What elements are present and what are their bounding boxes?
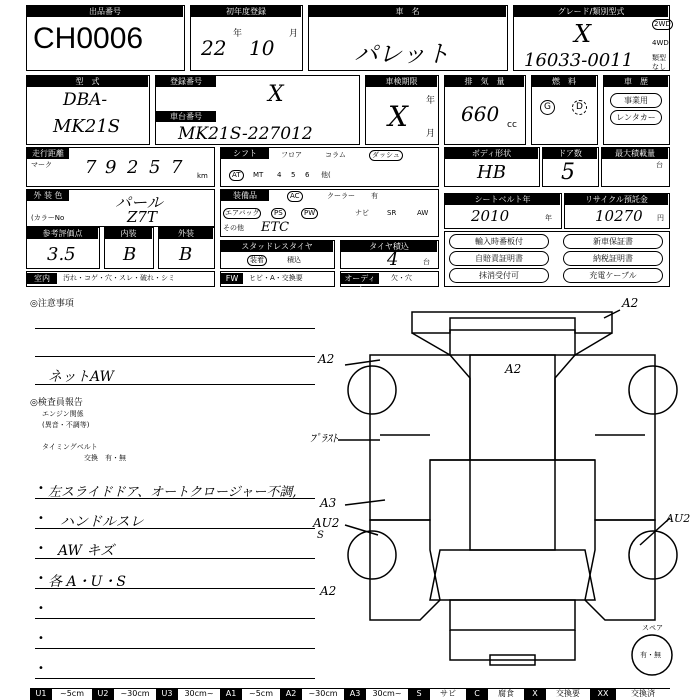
inspector-line (35, 618, 315, 619)
equipment-label: 装備品 (221, 190, 269, 201)
interior-grade: B (123, 244, 137, 265)
recycle-box (564, 193, 670, 229)
doc-import-plate: 輸入時番板付 (449, 234, 549, 249)
notes-title: ◎注意事項 (30, 299, 74, 309)
note-text: ネットAW (48, 369, 114, 385)
inspection-box (365, 75, 439, 145)
seatbelt-label: シートベルト年 (445, 194, 560, 205)
leader-line (345, 500, 385, 505)
shift-column: コラム (325, 151, 346, 159)
legend-value: ~30cm (308, 689, 338, 698)
legend-key: U2 (92, 688, 114, 700)
no-category: 類型なし (652, 54, 666, 71)
max-load-box (601, 147, 670, 187)
note-line (35, 356, 315, 357)
exterior-box (158, 227, 215, 269)
wd4: 4WD (652, 39, 669, 47)
wheel-front-right (629, 366, 677, 414)
chassis-label: 車台番号 (156, 111, 216, 122)
history-box (603, 75, 670, 145)
damage-mark: S (317, 530, 324, 541)
doors-label: ドア数 (543, 148, 597, 159)
damage-mark: ﾌﾟﾗｽﾄ (310, 432, 338, 445)
grade-box (513, 5, 670, 71)
shift-5: 5 (291, 171, 296, 179)
bullet: • (38, 513, 44, 524)
timing-belt-sub: 交換 有・無 (84, 454, 126, 462)
legend-value: 30cm~ (184, 689, 214, 698)
first-reg-year: 22 (201, 36, 227, 60)
leader-line (345, 525, 378, 535)
inspection: X (388, 100, 408, 133)
bullet: • (38, 543, 44, 554)
hood (450, 330, 575, 355)
first-reg-month: 10 (249, 36, 275, 60)
rear-bumper (450, 600, 575, 630)
mileage-digits (85, 157, 191, 178)
doc-tax: 納税証明書 (563, 251, 663, 266)
shift-box (220, 147, 439, 187)
wd2: 2WD (654, 20, 671, 28)
equip-ac: AC (287, 191, 303, 202)
reg-no: X (268, 82, 284, 107)
mileage-box (26, 147, 215, 187)
legend-key: A3 (344, 688, 366, 700)
mileage-mark: マーク (31, 161, 52, 169)
docs-box (444, 231, 670, 287)
equip-ps: PS (271, 208, 286, 219)
equip-airbag: エアバッグ (225, 209, 260, 217)
legend-value: 腐食 (498, 689, 514, 698)
model-box (26, 75, 150, 145)
fuel-g: G (540, 100, 555, 115)
seatbelt-box (444, 193, 562, 229)
fw-label: FW (221, 273, 243, 284)
interior-label: 内装 (105, 228, 152, 239)
inspector-note: 各 A・U・S (48, 574, 126, 590)
equip-aw: AW (417, 209, 429, 217)
exterior-grade: B (179, 244, 193, 265)
audio-box (340, 271, 439, 294)
recycle-fee: 10270 (595, 207, 643, 225)
doc-warranty: 新車保証書 (563, 234, 663, 249)
equip-sr: SR (387, 209, 397, 217)
tire-unit: 台 (423, 258, 430, 266)
engine-sub: (異音・不調等) (42, 421, 90, 429)
studless-loaded: 積込 (287, 256, 301, 264)
body-type-box (444, 147, 540, 187)
color-label: 外 装 色 (27, 190, 69, 201)
equip-other: ETC (261, 220, 290, 235)
grade: X (574, 20, 592, 48)
inspector-line (35, 678, 315, 679)
equip-cooler: クーラー (327, 192, 355, 200)
legend-key: X (524, 688, 546, 700)
timing-belt-label: タイミングベルト (42, 443, 98, 451)
shift-6: 6 (305, 171, 310, 179)
mileage-digit: 7 (85, 157, 97, 178)
legend-value: 交換済 (631, 689, 655, 698)
car-name-label: 車 名 (309, 6, 506, 17)
legend-value: 交換要 (556, 689, 580, 698)
lot-number-box (26, 5, 185, 71)
shift-at: AT (229, 170, 244, 181)
inspection-year-unit: 年 (426, 96, 436, 106)
recycle-label: リサイクル預託金 (565, 194, 668, 205)
inspector-line (35, 648, 315, 649)
seatbelt-year-unit: 年 (545, 214, 552, 222)
damage-mark: A2 (505, 362, 522, 376)
shift-mt: MT (253, 171, 264, 179)
cabin-options: 汚れ・コゲ・穴・スレ・破れ・シミ (63, 274, 175, 282)
interior-box (104, 227, 154, 269)
audio-options: 欠・穴 (391, 274, 412, 282)
body-type: HB (477, 162, 506, 183)
cc-unit: cc (507, 120, 517, 130)
roof-outline (412, 312, 612, 333)
engine-label: エンジン関係 (42, 410, 84, 418)
doc-charging-cable: 充電ケーブル (563, 268, 663, 283)
reg-label: 登録番号 (156, 76, 216, 87)
first-reg-label: 初年度登録 (191, 6, 301, 17)
right-lower (585, 520, 655, 620)
car-name: パレット (354, 40, 450, 68)
bullet: • (38, 663, 44, 674)
legend-key: S (408, 688, 430, 700)
fuel-d: D (572, 100, 587, 115)
legend-value: ~5cm (249, 689, 273, 698)
audio-label: オーディオ (341, 273, 379, 284)
studless-mounted: 装着 (247, 255, 267, 266)
wheel-front-left (348, 366, 396, 414)
reg-box (155, 75, 360, 145)
damage-mark: A2 (318, 352, 335, 366)
roof (470, 460, 555, 550)
shift-dash: ダッシュ (369, 150, 403, 161)
mileage-digit: 5 (149, 157, 161, 178)
rear-plate (490, 655, 535, 665)
history-business: 事業用 (610, 93, 662, 108)
fw-box (220, 271, 335, 287)
chassis: MK21S-227012 (178, 124, 313, 144)
shift-label: シフト (221, 148, 269, 159)
legend-value: サビ (440, 689, 456, 698)
equip-present: 有 (371, 192, 378, 200)
inspector-note: AW キズ (58, 543, 115, 559)
color: パール (115, 193, 163, 212)
lot-number-label: 出品番号 (27, 6, 183, 17)
wheel-rear-left (348, 531, 396, 579)
studless-box (220, 240, 335, 269)
km-unit: km (197, 172, 208, 180)
fuel-box (531, 75, 598, 145)
wheel-rear-right (629, 531, 677, 579)
score: 3.5 (47, 244, 76, 265)
damage-mark: A2 (320, 584, 337, 598)
grade-label: グレード/類別型式 (514, 6, 668, 17)
max-load-label: 最大積載量 (602, 148, 668, 159)
bullet: • (38, 483, 44, 494)
hood-line (412, 333, 450, 355)
spare-options: 有・無 (640, 651, 661, 659)
body-type-label: ボディ形状 (445, 148, 538, 159)
bullet: • (38, 633, 44, 644)
color-box (26, 189, 215, 227)
legend-key: A2 (280, 688, 302, 700)
first-reg-box (190, 5, 303, 71)
mileage-label: 走行距離 (27, 148, 69, 159)
inspector-title: ◎検査員報告 (30, 398, 83, 408)
color-no-label: (カラーNo (31, 214, 65, 222)
exterior-label: 外装 (159, 228, 213, 239)
legend-value: 30cm~ (372, 689, 402, 698)
doc-deregistration: 抹消受付可 (449, 268, 549, 283)
equipment-box (220, 189, 439, 237)
legend-key: U1 (30, 688, 52, 700)
legend-key: C (466, 688, 488, 700)
year-unit: 年 (233, 29, 243, 39)
inspector-note: ハンドルスレ (60, 514, 144, 530)
legend-key: XX (590, 688, 616, 700)
equip-other-label: その他 (223, 224, 244, 232)
legend-value: ~30cm (120, 689, 150, 698)
hood-line (575, 333, 612, 355)
mileage-digit: 9 (105, 157, 117, 178)
leader-line (604, 310, 620, 318)
tire-count: 4 (387, 249, 399, 270)
bullet: • (38, 573, 44, 584)
cabin-label: 室内 (27, 273, 57, 284)
seatbelt-year: 2010 (471, 207, 510, 225)
shift-4: 4 (277, 171, 282, 179)
month-unit: 月 (289, 29, 299, 39)
legend-key: A1 (220, 688, 242, 700)
mileage-digit: 2 (127, 157, 139, 178)
history-rental: レンタカー (610, 110, 662, 125)
cabin-box (26, 271, 215, 287)
doors: 5 (561, 160, 575, 185)
model-label: 型 式 (27, 76, 148, 87)
car-name-box (308, 5, 508, 71)
history-label: 車 歴 (604, 76, 668, 87)
left-side (370, 355, 470, 520)
left-lower (370, 520, 440, 620)
damage-mark: A3 (320, 496, 337, 510)
spare-label: スペア (642, 624, 663, 632)
tire-box (340, 240, 439, 269)
leader-line (345, 360, 380, 365)
inspection-label: 車検期限 (366, 76, 437, 87)
lot-number: CH0006 (33, 22, 144, 55)
damage-mark: AU2 (313, 516, 340, 530)
damage-mark: AU2 (666, 512, 691, 525)
max-load-unit: 台 (656, 161, 663, 169)
legend-value: ~5cm (60, 689, 84, 698)
bullet: • (38, 603, 44, 614)
score-box (26, 227, 100, 269)
doors-box (542, 147, 599, 187)
recycle-yen: 円 (657, 214, 664, 222)
displacement-box (444, 75, 526, 145)
model-prefix: DBA- (63, 90, 108, 110)
displacement-label: 排 気 量 (445, 76, 524, 87)
rear (430, 550, 595, 600)
score-label: 参考評価点 (27, 228, 98, 239)
doc-liability: 自賠責証明書 (449, 251, 549, 266)
inspector-note: 左スライドドア、オートクロージャー不調, (48, 485, 297, 500)
equip-navi: ナビ (355, 209, 369, 217)
rear-bottom (450, 630, 575, 660)
studless-label: スタッドレスタイヤ (221, 241, 333, 252)
right-side (555, 355, 655, 520)
inspection-month-unit: 月 (426, 129, 436, 139)
mileage-digit: 7 (171, 157, 183, 178)
note-line (35, 328, 315, 329)
shift-other: 他( (321, 171, 331, 179)
displacement: 660 (461, 102, 500, 126)
fw-options: ヒビ・A・交換要 (249, 274, 303, 282)
fuel-label: 燃 料 (532, 76, 596, 87)
tire-label: タイヤ積込 (341, 241, 437, 252)
damage-mark: A2 (622, 296, 639, 310)
equip-pw: PW (301, 208, 318, 219)
model: MK21S (53, 116, 121, 137)
legend-key: U3 (156, 688, 178, 700)
shift-floor: フロア (281, 151, 302, 159)
grade-code: 16033-0011 (524, 50, 634, 71)
color-code: Z7T (127, 208, 157, 226)
